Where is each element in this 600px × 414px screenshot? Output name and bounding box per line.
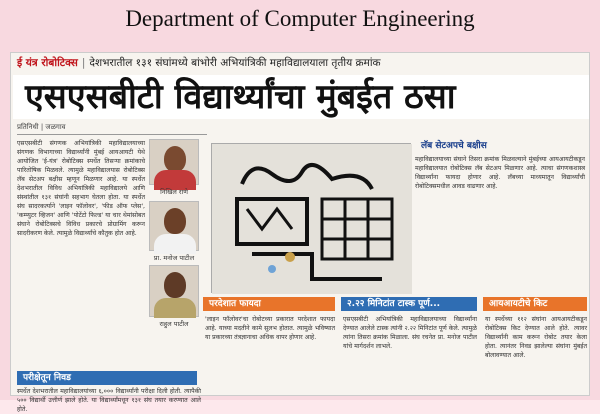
student-photo-3: [149, 265, 199, 317]
photo-caption-1: निखिल राणे: [160, 188, 188, 196]
byline: प्रतिनिधी | जळगाव: [17, 123, 207, 135]
newspaper-clipping: [10, 52, 590, 413]
benefit-heading: परदेशात फायदा: [203, 297, 335, 311]
task-heading: २.२२ मिनिटांत टास्क पूर्ण...: [341, 297, 477, 311]
page-title: Department of Computer Engineering: [125, 6, 475, 31]
photo-caption-3: राहुल पाटील: [159, 320, 189, 328]
headline: एसएसबीटी विद्यार्थ्यांचा मुंबईत ठसा: [13, 75, 589, 119]
lab-setup-heading: लॅब सेटअपचे बक्षीस: [421, 141, 487, 151]
selection-heading: परीक्षेतून निवड: [17, 371, 197, 385]
kicker-section: ई यंत्र रोबोटिक्स: [17, 57, 78, 69]
benefit-text: 'लाइन फॉलोवर'चा रोबोटच्या प्रकारात परदेशात फायदा आहे. याच्या मदतीने कामे सुलभ होतात. त्यामुळे भविष्यात या प्रकारच्या तंत्रज्ञानाचा अधिक वापर होणार आहे.: [205, 316, 335, 341]
arena-illustration: [212, 144, 412, 294]
kicker-line: ई यंत्र रोबोटिक्स | देशभरातील १३१ संघांमध्ये बांभोरी अभियांत्रिकी महाविद्यालयाला तृतीय क्रमांक: [17, 57, 381, 69]
iit-kit-text: या स्पर्धेच्या ११२ संघांना आयआयटीकडून रोबोटिक्स किट देण्यात आले होते. त्यावर विद्यार्थ्यांनी काम करून रोबोट तयार केला होता. त्यानंतर निवड झालेल्या संघांना मुंबईत बोलावण्यात आले.: [485, 316, 587, 359]
student-photo-2: [149, 201, 199, 251]
kicker-text: देशभरातील १३१ संघांमध्ये बांभोरी अभियांत्रिकी महाविद्यालयाला तृतीय क्रमांक: [89, 57, 381, 69]
iit-kit-heading: आयआयटीचे किट: [483, 297, 587, 311]
main-article-text: एसएसबीटी संगणक अभियांत्रिकी महाविद्यालयाच्या संगणक विभागाच्या विद्यार्थ्यांनी मुंबई आयआयटी येथे आयोजित 'ई-यंत्र' रोबोटिक्स स्पर्धेत तिसऱ्या क्रमांकाचे पारितोषिक मिळवले. त्यामुळे महाविद्यालयास रोबोटिक्स लॅब सेटअप बक्षीस म्हणून मिळणार आहे. या स्पर्धेत देशभरातील विविध अभियांत्रिकी महाविद्यालये आणि संस्थांतील १३१ संघांनी सहभाग घेतला होता. या स्पर्धेत संघ सादरकर्त्याने 'लाइन फॉलोवर', 'फीड ऑफ प्लेस', 'कम्प्युटर व्हिजन' आणि 'पोटेंटो फिल्ड' या चार थेमांसोबत संघाने रोबोटिक्सचे विविध प्रकारचे प्रोग्रामिंग करून सादरीकरण केले. त्यामुळे विद्यार्थ्यांचे कौतुक होत आहे.: [17, 140, 145, 237]
task-text: एसएसबीटी अभियांत्रिकी महाविद्यालयाच्या विद्यार्थ्यांना देण्यात आलेले टास्क त्यांनी २.२२ मिनिटांत पूर्ण केले. त्यामुळे त्यांना तिसरा क्रमांक मिळाला. संघ रचनेत प्रा. मनोज पाटील यांचे मार्गदर्शन लाभले.: [343, 316, 477, 350]
photo-caption-2: प्रा. मनोज पाटील: [153, 254, 195, 262]
student-photo-1: [149, 139, 199, 185]
robot-arena-photo: [211, 143, 411, 293]
lab-setup-text: महाविद्यालयाच्या संघाने तिसरा क्रमांक मिळवल्याने मुंबईच्या आयआयटीकडून महाविद्यालयात रोबोटिक्स लॅब सेटअप मिळणार आहे. त्याचा संगणकशास्त्र विद्यार्थ्यांना फायदा होणार आहे. लॅबच्या माध्यमातून विद्यार्थ्यांची रोबोटिक्समधील आवड वाढणार आहे.: [415, 156, 585, 190]
selection-text: स्पर्धेत देशभरातील महाविद्यालयांच्या ६,००० विद्यार्थ्यांनी परीक्षा दिली होती. त्यापैकी ५०० विद्यार्थी उत्तीर्ण झाले होते. या विद्यार्थ्यांमधून १३१ संघ तयार करण्यात आले होते.: [17, 388, 201, 413]
